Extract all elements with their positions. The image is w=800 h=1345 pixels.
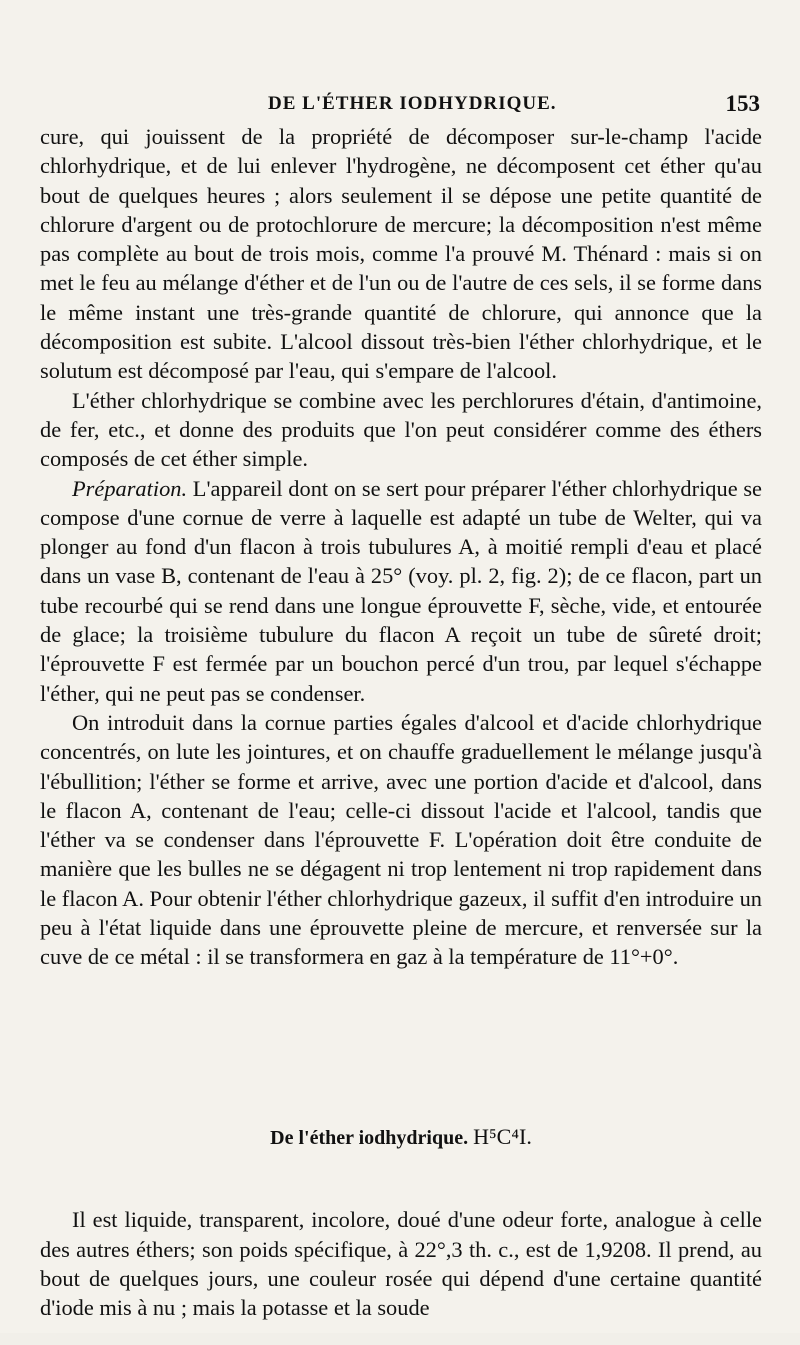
section-text bbox=[40, 1183, 762, 1345]
paragraph-3-text: L'appareil dont on se sert pour préparer l'éther chlorhydrique se compose d'une cornue de verre à laquelle est adapté un tube de Welter, qui va plonger au fond d'un flacon à trois tubulures A, à moitié rempli d'eau et placé dans un vase B, contenant de l'eau à 25° (voy. pl. 2, fig. 2); de ce flacon, part un tube recourbé qui se rend dans une longue éprouvette F, sèche, vide, et entourée de glace; la troisième tubulure du flacon A reçoit un tube de sûreté droit; l'éprouvette F est fermée par un bouchon percé d'un trou, par lequel s'échappe l'éther, qui ne peut pas se condenser. bbox=[40, 475, 762, 706]
page-number: 153 bbox=[725, 91, 760, 116]
paragraph-2: L'éther chlorhydrique se combine avec les perchlorures d'étain, d'antimoine, de fer, etc., et donne des produits que l'on peut considérer comme des éthers composés de cet éther simple. bbox=[40, 387, 762, 472]
paragraph-3-lead: Préparation. bbox=[72, 475, 188, 501]
paragraph-4: On introduit dans la cornue parties égales d'alcool et d'acide chlorhydrique concentrés, on lute les jointures, et on chauffe graduellement le mélange jusqu'à l'ébullition; l'éther se forme et arrive, avec une portion d'acide et d'alcool, dans le flacon A, contenant de l'eau; celle-ci dissout l'acide et l'alcool, tandis que l'éther va se condenser dans l'éprouvette F. L'opération doit être conduite de manière que les bulles ne se dégagent ni trop lentement ni trop rapidement dans le flacon A. Pour obtenir l'éther chlorhydrique gazeux, il suffit d'en introduire un peu à l'état liquide dans une éprouvette pleine de mercure, et renversée sur la cuve de ce métal : il se transformera en gaz à la température de 11°+0°. bbox=[40, 709, 762, 970]
section-title: De l'éther iodhydrique. bbox=[270, 1127, 469, 1149]
main-text bbox=[40, 122, 762, 972]
paragraph-5: Il est liquide, transparent, incolore, doué d'une odeur forte, analogue à celle des autres éthers; son poids spécifique, à 22°,3 th. c., est de 1,9208. Il prend, au bout de quelques jours, une couleur rosée qui dépend d'une certaine quantité d'iode mis à nu ; mais la potasse et la soude bbox=[40, 1207, 762, 1321]
page-header bbox=[40, 91, 762, 121]
paragraph-3 bbox=[40, 474, 762, 708]
section-formula: H⁵C⁴I. bbox=[473, 1124, 532, 1149]
section-heading bbox=[40, 1124, 762, 1150]
running-title: DE L'ÉTHER IODHYDRIQUE. bbox=[268, 93, 557, 114]
paragraph-1: cure, qui jouissent de la propriété de décomposer sur-le-champ l'acide chlorhydrique, et de lui enlever l'hydrogène, ne décomposent cet éther qu'au bout de quelques heures ; alors seulement il se dépose une petite quantité de chlorure d'argent ou de protochlorure de mercure; la décomposition n'est même pas complète au bout de trois mois, comme l'a prouvé M. Thénard : mais si on met le feu au mélange d'éther et de l'un ou de l'autre de ces sels, il se forme dans le même instant une très-grande quantité de chlorure, qui annonce que la décomposition est subite. L'alcool dissout très-bien l'éther chlorhydrique, et le solutum est décomposé par l'eau, qui s'empare de l'alcool. bbox=[40, 124, 762, 384]
